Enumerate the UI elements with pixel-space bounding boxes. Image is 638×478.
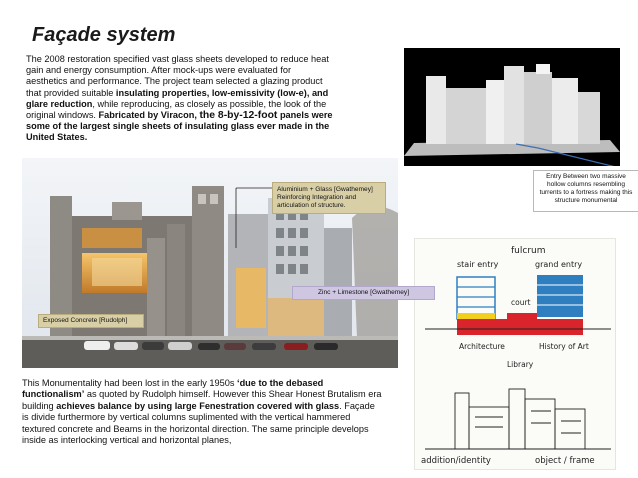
sketch-court: court bbox=[511, 298, 531, 307]
zinc-limestone-label: Zinc + Limestone [Gwathemey] bbox=[292, 286, 435, 300]
sketch-fulcrum: fulcrum bbox=[511, 246, 546, 256]
sketch-history-art: History of Art bbox=[539, 342, 589, 351]
slide-title: Façade system bbox=[32, 24, 176, 46]
entry-caption: Entry Between two massive hollow columns resembling turrents to a fortress making this structure monumental bbox=[533, 170, 638, 212]
body-run-bold: ‘due to the debased functionalism’ bbox=[22, 378, 324, 400]
body-run: as quoted by Rudolph himself. However this Shear Honest Brutalism era building bbox=[22, 389, 382, 411]
body-run-bold: achieves balance by using large Fenestration covered with glass bbox=[56, 400, 340, 411]
intro-run-bold: Fabricated by Viracon, bbox=[98, 110, 200, 121]
sketch-object-frame: object / frame bbox=[535, 456, 595, 466]
concept-sketch bbox=[414, 238, 616, 470]
sketch-addition-identity: addition/identity bbox=[421, 456, 491, 466]
sketch-stair-entry: stair entry bbox=[457, 260, 499, 269]
intro-run-bold-large: the 8-by-12-foot bbox=[199, 110, 278, 122]
body-run: This Monumentality had been lost in the early 1950s bbox=[22, 378, 238, 388]
sketch-library: Library bbox=[507, 360, 534, 369]
sketch-grand-entry: grand entry bbox=[535, 260, 583, 269]
body-paragraph bbox=[22, 378, 384, 446]
intro-run: , while reproducing, as closely as possible, the look of the original windows. bbox=[26, 98, 327, 121]
model-photo bbox=[404, 48, 620, 166]
intro-run: The 2008 restoration specified vast glass sheets developed to reduce heat gain and energy consumption. After mock-ups were evaluated for aesthetics and performance. The project team selected a glazing product that provided suitable bbox=[26, 54, 329, 98]
exposed-concrete-label: Exposed Concrete [Rudolph] bbox=[38, 314, 144, 328]
intro-run-bold: insulating properties, low-emissivity (low-e), and glare reduction bbox=[26, 87, 329, 109]
intro-run-bold: panels were some of the largest single sheets of insulating glass ever made in the United States. bbox=[26, 110, 333, 143]
intro-paragraph bbox=[26, 54, 334, 144]
body-run: . Façade is divide furthermore by vertical columns suplimented with the vertical hammered textured concrete and Beams in the horizontal direction. The same principle develops inside as interlocking vertical and horizontal planes, bbox=[22, 400, 375, 446]
aluminium-glass-label: Aluminium + Glass [Gwathemey] Reinforcing Integration and articulation of structure. bbox=[272, 182, 386, 214]
sketch-architecture: Architecture bbox=[459, 342, 505, 351]
